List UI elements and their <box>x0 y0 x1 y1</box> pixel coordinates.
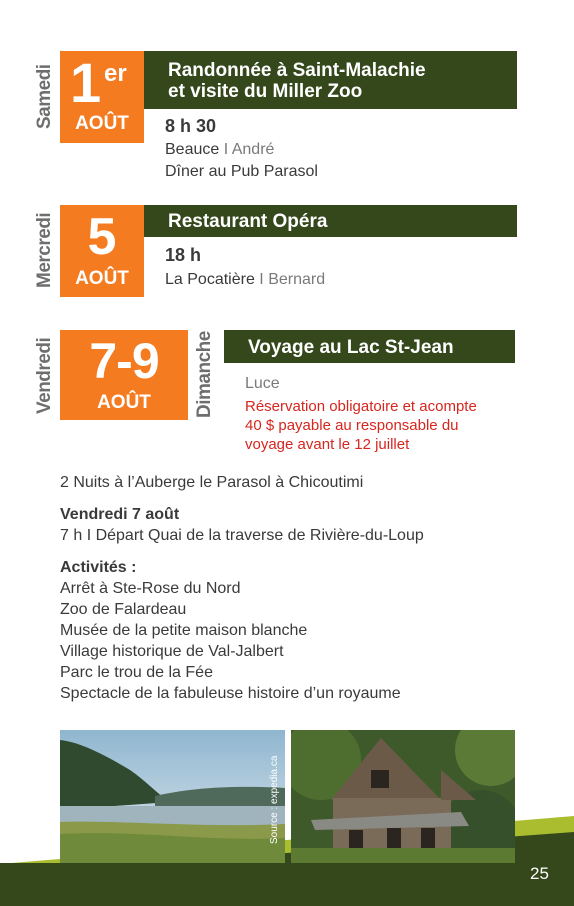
separator: I <box>223 141 229 158</box>
event-day-label: Mercredi <box>34 212 55 288</box>
activities-heading: Activités : <box>60 559 137 576</box>
event-title-line: Voyage au Lac St-Jean <box>248 337 454 358</box>
event-title-bar <box>144 51 517 109</box>
event-title-bar <box>144 205 517 237</box>
event-date-box <box>60 51 144 143</box>
activity-item: Zoo de Falardeau <box>60 601 187 618</box>
event-title-line: Randonnée à Saint-Malachie <box>168 60 426 81</box>
trip-details <box>60 472 540 704</box>
separator: I <box>259 271 264 288</box>
event-time: 18 h <box>165 245 202 265</box>
departure-info: 7 h I Départ Quai de la traverse de Rivière-du-Loup <box>60 527 424 544</box>
event-location-line <box>165 140 274 160</box>
event-date-box <box>60 205 144 297</box>
event-guide: Luce <box>245 375 280 392</box>
event-guide: Bernard <box>268 271 326 288</box>
event-place: Beauce <box>165 141 220 158</box>
activity-item: Spectacle de la fabuleuse histoire d’un royaume <box>60 685 401 702</box>
photo-credit: Source : expedia.ca <box>269 755 280 845</box>
event-warning <box>245 397 477 454</box>
event-guide: André <box>231 141 275 158</box>
house-photo <box>291 730 515 863</box>
event-date-box <box>60 330 188 420</box>
event-date-number: 5 <box>87 208 117 266</box>
activity-item: Arrêt à Ste-Rose du Nord <box>60 580 241 597</box>
event-title-line: et visite du Miller Zoo <box>168 81 363 102</box>
warning-line: voyage avant le 12 juillet <box>245 436 410 453</box>
event-note: Dîner au Pub Parasol <box>165 163 318 180</box>
event-place: La Pocatière <box>165 271 255 288</box>
event-date-superscript: er <box>104 60 127 87</box>
event-title-bar <box>224 330 515 363</box>
departure-heading: Vendredi 7 août <box>60 506 180 523</box>
warning-line: 40 $ payable au responsable du <box>245 417 459 434</box>
event-location-line <box>165 270 325 290</box>
event-date-number: 7-9 <box>89 333 159 389</box>
event-time: 8 h 30 <box>165 116 217 136</box>
trip-nights: 2 Nuits à l’Auberge le Parasol à Chicoutimi <box>60 474 364 491</box>
event-date-month: AOÛT <box>75 268 129 289</box>
page-number: 25 <box>530 864 549 883</box>
lake-photo <box>60 730 285 863</box>
event-date-month: AOÛT <box>75 113 129 134</box>
activity-item: Musée de la petite maison blanche <box>60 622 308 639</box>
warning-line: Réservation obligatoire et acompte <box>245 398 477 415</box>
event-date-month: AOÛT <box>97 392 151 413</box>
activity-item: Parc le trou de la Fée <box>60 664 213 681</box>
event-title-line: Restaurant Opéra <box>168 211 328 232</box>
event-date-number: 1 <box>70 51 100 114</box>
event-day-start-label: Vendredi <box>34 337 55 415</box>
event-day-label: Samedi <box>34 64 55 130</box>
footer-base <box>0 863 574 906</box>
event-day-end-label: Dimanche <box>194 331 215 419</box>
activity-item: Village historique de Val-Jalbert <box>60 643 284 660</box>
